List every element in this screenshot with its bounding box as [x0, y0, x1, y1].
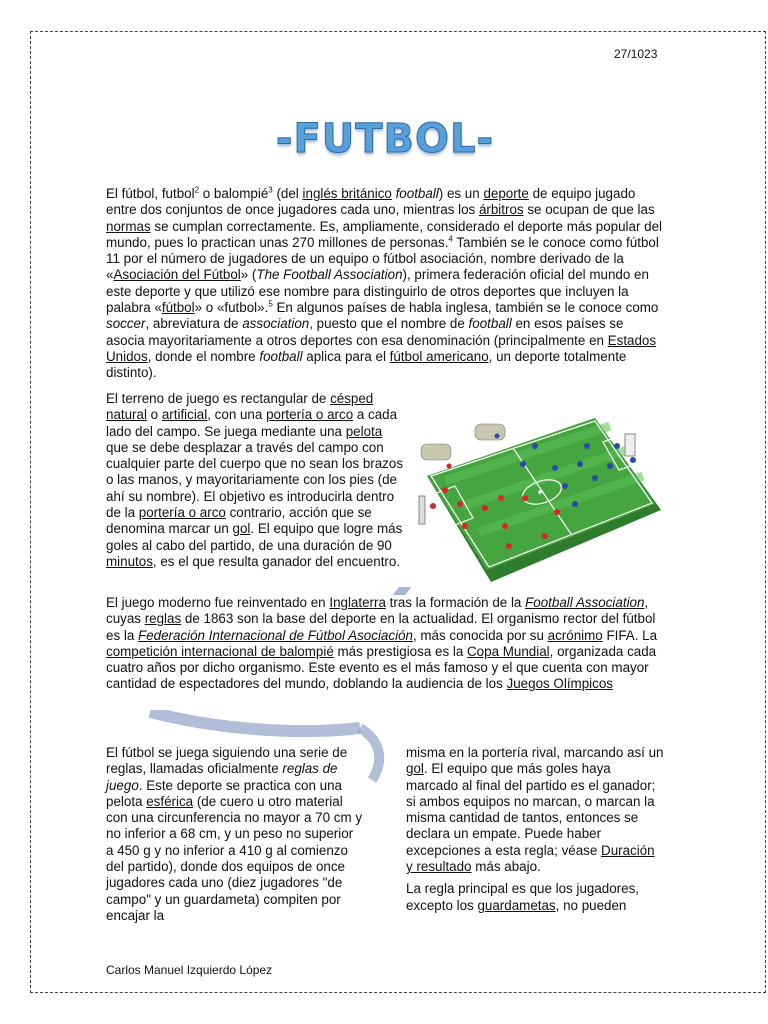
link-asociacion-futbol[interactable]: Asociación del Fútbol — [113, 267, 241, 283]
link-gol[interactable]: gol — [232, 521, 251, 537]
link-deporte[interactable]: deporte — [483, 186, 529, 201]
link-football-association[interactable]: Football Association — [525, 595, 645, 610]
link-porteria-o-arco[interactable]: portería o arco — [266, 407, 354, 423]
link-reglas[interactable]: reglas — [144, 611, 182, 627]
link-futbol-americano[interactable]: fútbol americano — [389, 348, 489, 364]
link-competicion-internacional[interactable]: competición internacional de balompié — [106, 643, 334, 659]
link-guardametas[interactable]: guardametas — [477, 897, 556, 913]
footer-author: Carlos Manuel Izquierdo López — [106, 963, 273, 977]
link-minutos[interactable]: minutos — [106, 553, 153, 569]
link-inglaterra[interactable]: Inglaterra — [329, 595, 386, 610]
link-pelota[interactable]: pelota — [345, 423, 383, 439]
intro-paragraph: El fútbol, futbol$^2$ o balompié$^3$ (del inglés británico football) es un deporte de equipo jugado entre dos conjuntos de once jugadores cada uno, mientras los árbitros se ocupan de que las normas se cumplan correctamente. Es, ampliamente, considerado el deporte más popular del mundo, pues lo practican unas 270 millones de personas.$^4$ También se le conoce como fútbol 11 por el número de jugadores de un equipo o fútbol asociación, nombre derivado de la «Asociación del Fútbol» (The Football Association), primera federación oficial del mundo en este deporte y que utilizó ese nombre para distinguirlo de otros deportes que incluyen la palabra «fútbol» o «futbol».$^5$ En algunos países de habla inglesa, también se le conoce como soccer, abreviatura de association, puesto que el nombre de football en esos países se asocia mayoritariamente a otros deportes con esa denominación (principalmente en Estados Unidos, donde el nombre football aplica para el fútbol americano, un deporte totalmente distinto). — [106, 186, 664, 386]
modern-paragraph: El juego moderno fue reinventado en Inglaterra tras la formación de la Football Association, cuyas reglas de 1863 son la base del deporte en la actualidad. El organismo rector del fútbol es la Federación Internacional de Fútbol Asociación, más conocida por su acrónimo FIFA. La competición internacional de balompié más prestigiosa es la Copa Mundial, organizada cada cuatro años por dicho organismo. Este evento es el más famoso y el que cuenta con mayor cantidad de espectadores del mundo, doblando la audiencia de los Juegos Olímpicos — [106, 595, 664, 710]
soccer-field-illustration — [405, 406, 661, 584]
field-paragraph: El terreno de juego es rectangular de césped natural o artificial, con una portería o arco a cada lado del campo. Se juega mediante una pelota que se debe desplazar a través del campo con cualquier parte del cuerpo que no sean los brazos o las manos, y mayoritariamente con los pies (de ahí su nombre). El objetivo es introducirla dentro de la portería o arco contrario, acción que se denomina marcar un gol. El equipo que logre más goles al cabo del partido, de una duración de 90 minutos, es el que resulta ganador del encuentro. — [106, 391, 664, 587]
link-arbitros[interactable]: árbitros — [478, 202, 524, 218]
link-esferica[interactable]: esférica — [146, 793, 194, 809]
rules-column-left: El fútbol se juega siguiendo una serie de reglas, llamadas oficialmente reglas de juego. Este deporte se practica con una pelota esférica (de cuero u otro material con una circunferencia no mayor a 70 cm y no inferior a 68 cm, y un peso no superior a 450 g y no inferior a 410 g al comienzo del partido), donde dos equipos de once jugadores cada uno (diez jugadores "de campo" y un guardameta) compiten por encajar la — [106, 745, 364, 927]
rules-column-right: misma en la portería rival, marcando así un gol. El equipo que más goles haya marcado al final del partido es el ganador; si ambos equipos no marcan, o marcan la misma cantidad de tantos, entonces se declara un empate. Puede haber excepciones a esta regla; véase Duración y resultado más abajo. La regla principal es que los jugadores, excepto los guardametas, no pueden — [406, 745, 664, 920]
link-acronimo[interactable]: acrónimo — [547, 627, 603, 643]
link-normas[interactable]: normas — [106, 218, 151, 234]
soccer-field-figure — [405, 406, 661, 584]
link-copa-mundial[interactable]: Copa Mundial — [467, 643, 550, 659]
document-title-box — [106, 99, 664, 179]
link-cesped-natural[interactable]: césped natural — [106, 391, 374, 423]
link-juegos-olimpicos[interactable]: Juegos Olímpicos — [506, 676, 613, 692]
link-futbol[interactable]: fútbol — [161, 300, 195, 316]
link-artificial[interactable]: artificial — [161, 407, 208, 423]
link-gol-2[interactable]: gol — [406, 761, 424, 777]
link-fifa[interactable]: Federación Internacional de Fútbol Asociación — [138, 627, 413, 643]
link-duracion-y-resultado[interactable]: Duración y resultado — [406, 842, 655, 875]
link-porteria-o-arco-2[interactable]: portería o arco — [138, 505, 226, 521]
document-title: -FUTBOL- — [275, 116, 495, 162]
link-ingles-britanico[interactable]: inglés británico — [302, 186, 392, 201]
link-estados-unidos[interactable]: Estados Unidos — [106, 332, 657, 364]
document-date: 27/1023 — [614, 47, 658, 61]
